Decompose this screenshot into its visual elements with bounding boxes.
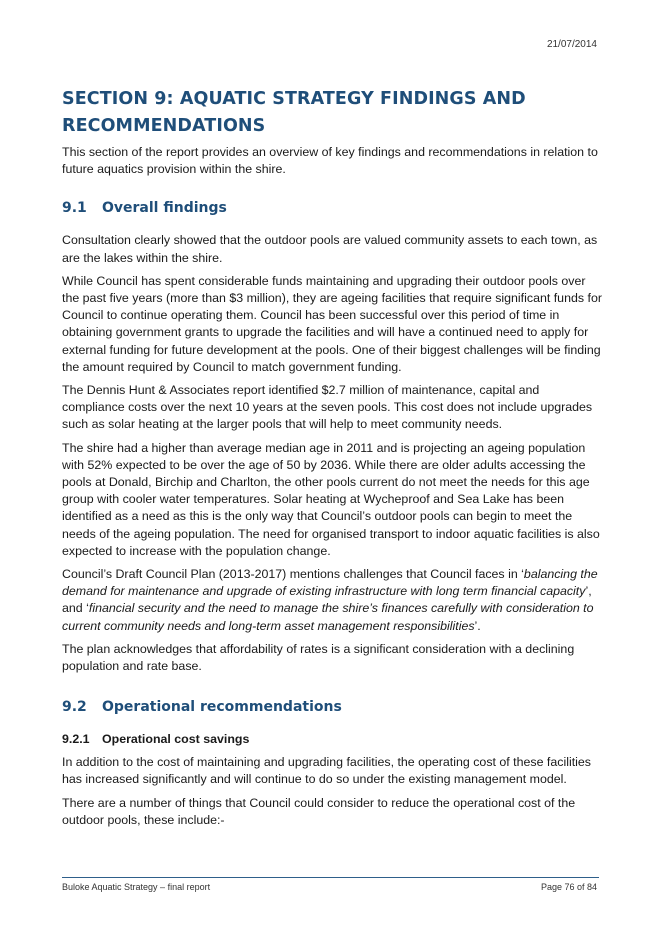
heading-text: Operational recommendations bbox=[102, 699, 342, 716]
footer-report-title: Buloke Aquatic Strategy – final report bbox=[62, 882, 211, 892]
subheading-cost-savings bbox=[62, 731, 602, 748]
heading-number: 9.1 bbox=[62, 200, 87, 217]
heading-text: Overall findings bbox=[102, 200, 227, 217]
page-content bbox=[62, 144, 602, 835]
paragraph: Consultation clearly showed that the outdoor pools are valued community assets to each town, as are the lakes within the shire. bbox=[62, 233, 598, 265]
header-date: 21/07/2014 bbox=[546, 39, 597, 50]
subheading-number: 9.2.1 bbox=[62, 732, 90, 747]
paragraph: While Council has spent considerable funds maintaining and upgrading their outdoor pools over the past five years (more than $3 million), they are ageing facilities that require significant funds for Council to continue operating them. Council has been successful over this period of time in obtaining government grants to upgrade the facilities and will have a continued need to apply for external funding for future development at the pools. One of their biggest challenges will be finding the amount required by Council to match government funding. bbox=[62, 273, 602, 374]
paragraph: The shire had a higher than average median age in 2011 and is projecting an ageing population with 52% expected to be over the age of 50 by 2036. While there are older adults accessing the pools at Donald, Birchip and Charlton, the other pools current do not meet the needs for this age group with cooler water temperatures. Solar heating at Wycheproof and Sea Lake has been identified as a need as this is the only way that Council’s outdoor pools can begin to meet the needs of the ageing population. The need for organised transport to indoor aquatic facilities is also expected to increase with the population change. bbox=[62, 440, 600, 558]
paragraph: There are a number of things that Council could consider to reduce the operational cost of the outdoor pools, these include:- bbox=[62, 795, 576, 827]
heading-number: 9.2 bbox=[62, 699, 87, 716]
section-title: SECTION 9: AQUATIC STRATEGY FINDINGS AND RECOMMENDATIONS bbox=[62, 89, 526, 136]
text-run: ’. bbox=[474, 618, 481, 633]
footer-page-number: Page 76 of 84 bbox=[540, 882, 597, 892]
paragraph-council-plan bbox=[62, 566, 602, 635]
paragraph: The plan acknowledges that affordability of rates is a significant consideration with a declining population and rate base. bbox=[62, 641, 575, 674]
footer-divider bbox=[62, 877, 599, 878]
text-run: ’, and ‘ bbox=[62, 584, 592, 616]
quote-text: financial security and the need to manage the shire’s finances carefully with consideration to current community needs and long-term asset management responsibilities bbox=[62, 601, 594, 633]
heading-overall-findings bbox=[62, 198, 602, 218]
section-intro: This section of the report provides an overview of key findings and recommendations in relation to future aquatics provision within the shire. bbox=[62, 145, 598, 177]
heading-operational-recommendations bbox=[62, 697, 602, 717]
paragraph: The Dennis Hunt & Associates report identified $2.7 million of maintenance, capital and compliance costs over the next 10 years at the seven pools. This cost does not include upgrades such as solar heating at the larger pools that will help to meet community needs. bbox=[62, 383, 593, 432]
subheading-text: Operational cost savings bbox=[102, 732, 250, 747]
quote-text: balancing the demand for maintenance and upgrade of existing infrastructure with long term financial capacity bbox=[62, 567, 598, 599]
paragraph: In addition to the cost of maintaining and upgrading facilities, the operating cost of these facilities has increased significantly and will continue to do so under the existing management model. bbox=[62, 755, 591, 787]
text-run: Council’s Draft Council Plan (2013-2017) mentions challenges that Council faces in ‘ bbox=[62, 567, 524, 582]
